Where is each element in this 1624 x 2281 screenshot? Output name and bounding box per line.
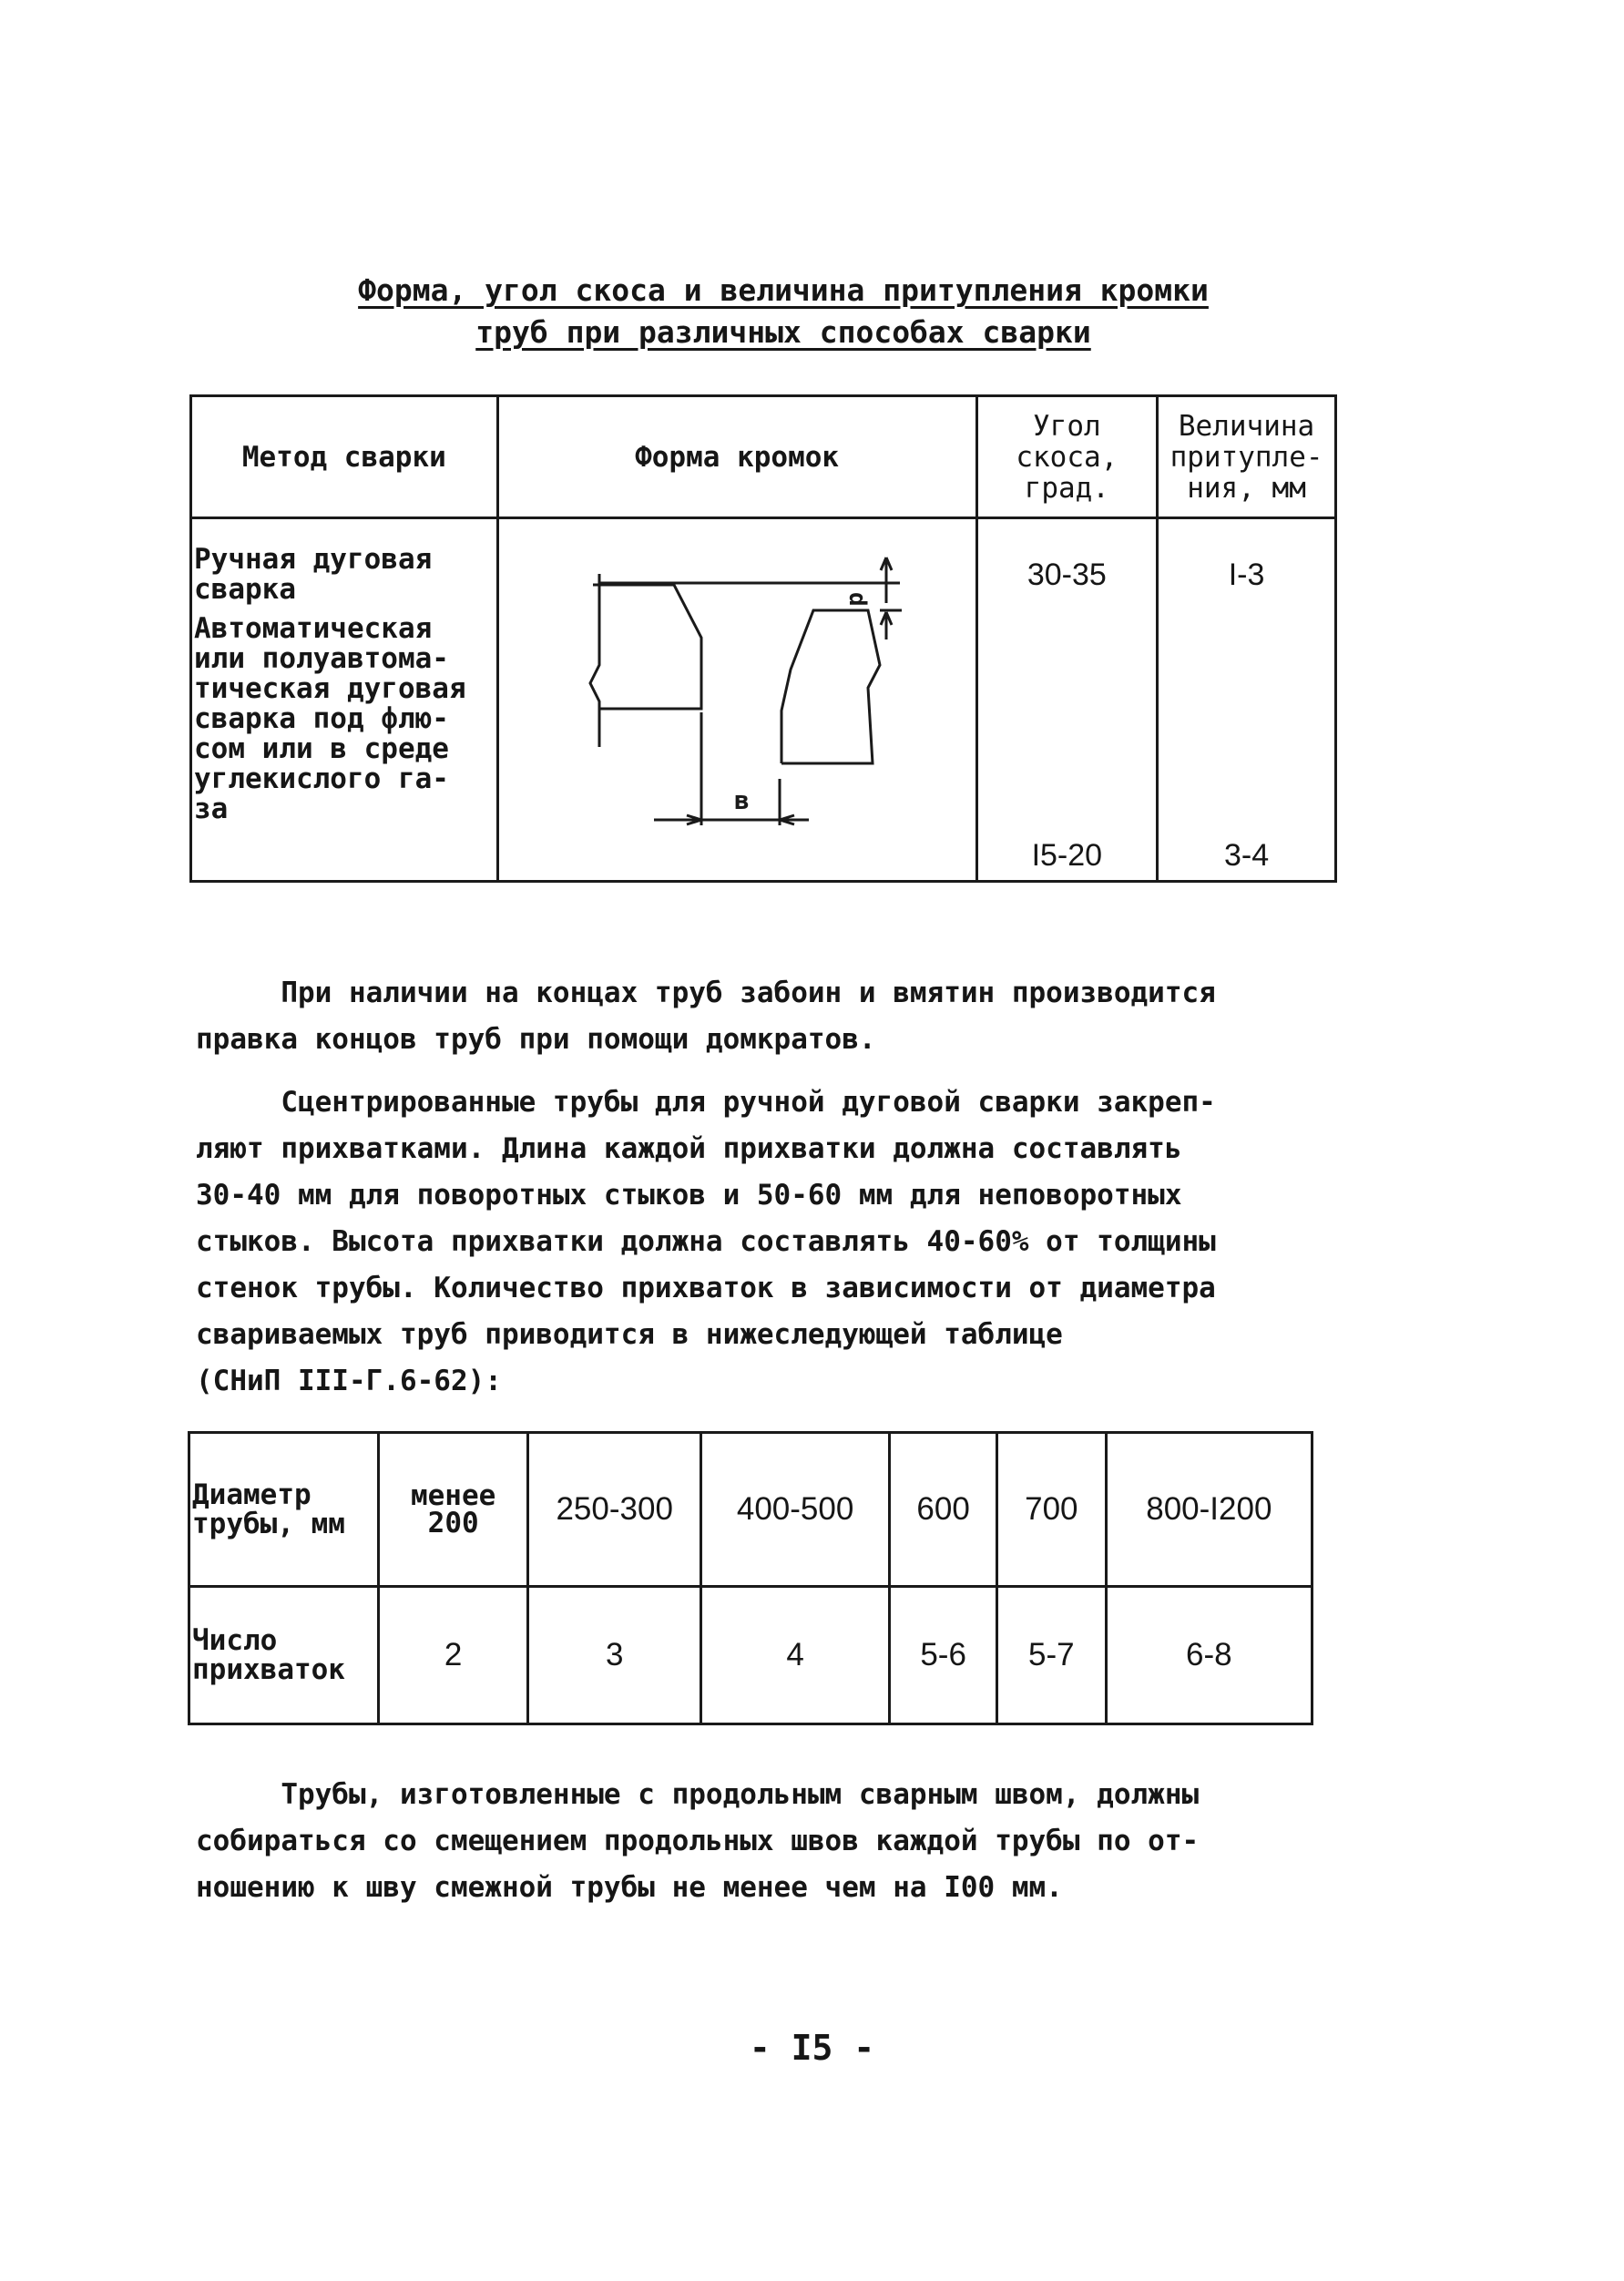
caption-line-1: Форма, угол скоса и величина притупления кромки [358, 272, 1209, 308]
paragraph-straightening [196, 970, 1325, 1063]
diameter-cell: 250-300 [528, 1433, 700, 1587]
count-cell: 5-7 [996, 1587, 1106, 1724]
count-cell: 3 [528, 1587, 700, 1724]
count-cell: 4 [700, 1587, 889, 1724]
blunt-manual: I-3 [1228, 557, 1265, 592]
text-line: При наличии на концах труб забоин и вмятин производится [196, 977, 1216, 1009]
paragraph-tack-welds [196, 1079, 1325, 1405]
angle-manual: 30-35 [1026, 557, 1107, 592]
method-cell [191, 518, 498, 882]
tack-count-table [188, 1431, 1313, 1725]
header-method: Метод сварки [191, 396, 498, 518]
count-cell: 6-8 [1106, 1587, 1312, 1724]
text-line: правка концов труб при помощи домкратов. [196, 1023, 876, 1056]
diameter-cell: 600 [890, 1433, 997, 1587]
text-line: собираться со смещением продольных швов каждой трубы по от- [196, 1825, 1200, 1857]
table-caption [246, 270, 1321, 353]
text-line: свариваемых труб приводится в нижеследующей таблице [196, 1318, 1063, 1351]
text-line: Сцентрированные трубы для ручной дуговой сварки закреп- [196, 1086, 1216, 1119]
text-line: (СНиП III-Г.6-62): [196, 1365, 502, 1397]
diameter-cell: 800-I200 [1106, 1433, 1312, 1587]
edge-shape-figure-cell [497, 518, 976, 882]
method-manual: Ручная дуговая сварка [194, 543, 433, 606]
edge-shape-drawing [499, 519, 980, 854]
header-shape: Форма кромок [497, 396, 976, 518]
blunt-automatic: 3-4 [1223, 838, 1270, 873]
row-header-diameter: Диаметр трубы, мм [189, 1433, 379, 1587]
caption-line-2: труб при различных способах сварки [475, 314, 1091, 350]
count-cell: 5-6 [890, 1587, 997, 1724]
page-number: - I5 - [749, 2028, 875, 2068]
edge-shape-table [189, 394, 1337, 883]
header-blunt: Величина притупле- ния, мм [1158, 396, 1336, 518]
diameter-cell: 400-500 [700, 1433, 889, 1587]
header-angle: Угол скоса, град. [976, 396, 1158, 518]
blunt-cell [1158, 518, 1336, 882]
diameter-cell: менее 200 [378, 1433, 528, 1587]
text-line: стенок трубы. Количество прихваток в зависимости от диаметра [196, 1272, 1216, 1304]
blunt-dimension-label: d [843, 592, 871, 607]
text-line: ляют прихватками. Длина каждой прихватки должна составлять [196, 1132, 1182, 1165]
diameter-cell: 700 [996, 1433, 1106, 1587]
text-line: 30-40 мм для поворотных стыков и 50-60 мм для неповоротных [196, 1179, 1182, 1212]
text-line: Трубы, изготовленные с продольным сварным швом, должны [196, 1778, 1200, 1811]
paragraph-seam-offset [196, 1772, 1325, 1911]
gap-dimension-label: в [733, 785, 750, 815]
text-line: стыков. Высота прихватки должна составлять 40-60% от толщины [196, 1225, 1216, 1258]
angle-cell [976, 518, 1158, 882]
angle-automatic: I5-20 [1031, 838, 1103, 873]
method-automatic: Автоматическая или полуавтома- тическая дуговая сварка под флю- сом или в среде углекислого га- за [194, 612, 466, 825]
count-cell: 2 [378, 1587, 528, 1724]
text-line: ношению к шву смежной трубы не менее чем на I00 мм. [196, 1871, 1063, 1904]
row-header-count: Число прихваток [189, 1587, 379, 1724]
